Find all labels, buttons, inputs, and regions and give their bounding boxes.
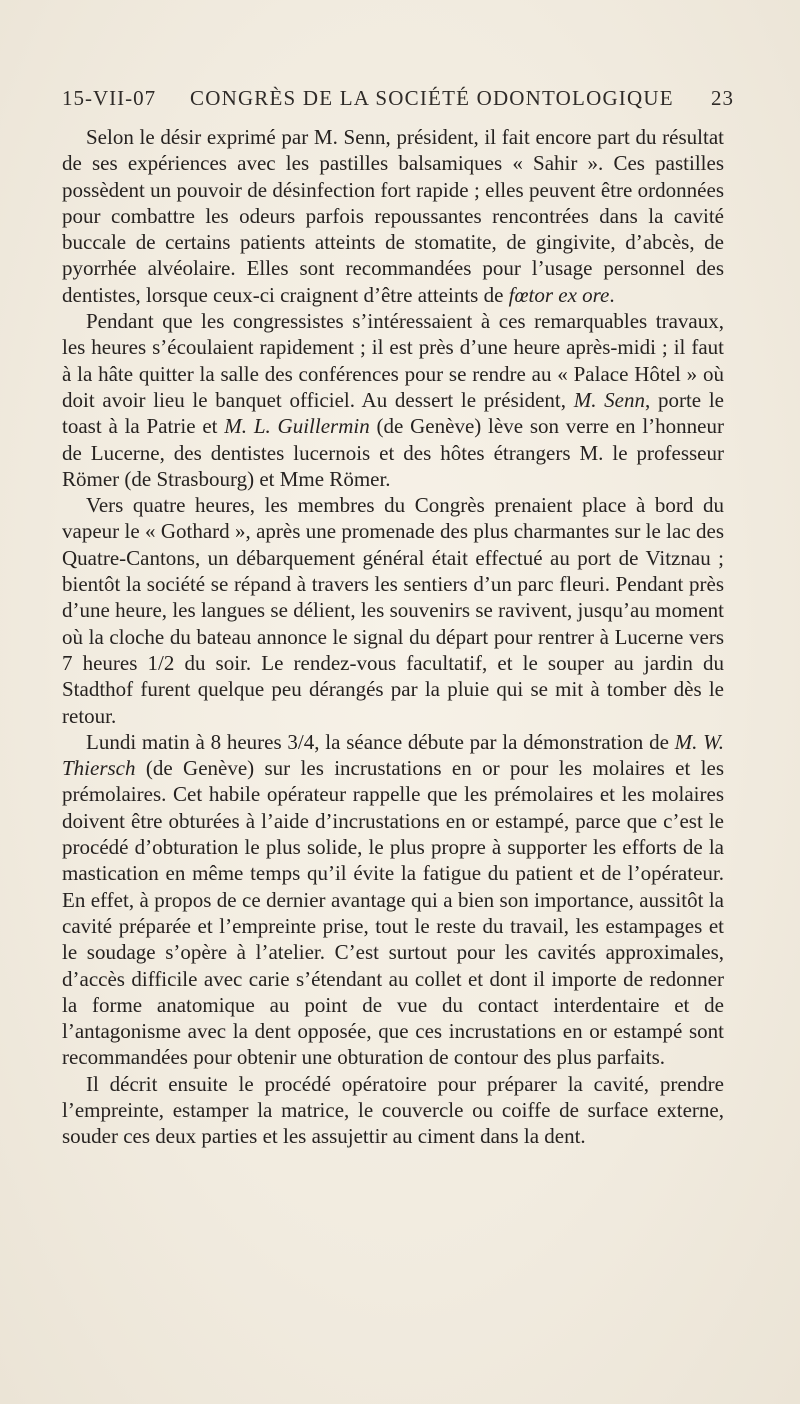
running-title: CONGRÈS DE LA SOCIÉTÉ ODONTOLOGIQUE — [190, 86, 674, 110]
running-header — [62, 86, 738, 116]
text-run: Pendant que les congressistes s’intéressaient à ces remarquables travaux, les heures s’écoulaient rapidement ; il est près d’une heure après-midi ; il faut à la hâte quitter la salle des conférences pour se rendre au « Palace Hôtel » où doit avoir lieu le banquet officiel. Au dessert le président, — [62, 309, 724, 412]
text-run: Selon le désir exprimé par M. Senn, président, il fait encore part du résultat de ses expériences avec les pastilles balsamiques « Sahir ». Ces pastilles possèdent un pouvoir de désinfection fort rapide ; elles peuvent être ordonnées pour combattre les odeurs parfois repoussantes rencontrées dans la cavité buccale de certains patients atteints de stomatite, de gingivite, d’abcès, de pyorrhée alvéolaire. Elles sont recommandées pour l’usage personnel des dentistes, lorsque ceux-ci craignent d’être atteints de — [62, 125, 724, 307]
paragraph — [62, 124, 724, 308]
text-run: Il décrit ensuite le procédé opératoire pour préparer la cavité, prendre l’empreinte, estamper la matrice, le couvercle ou coiffe de surface externe, souder ces deux parties et les assujettir au ciment dans la dent. — [62, 1071, 724, 1149]
body-text — [62, 124, 724, 1150]
text-run: (de Genève) lève son verre en l’honneur de Lucerne, des dentistes lucernois et des hôtes étrangers M. le professeur Römer (de Strasbourg) et Mme Römer. — [62, 414, 724, 491]
italic-text: M. W. Thiersch — [62, 729, 724, 781]
paragraph — [62, 729, 724, 1071]
text-run: , porte le toast à la Patrie et — [62, 387, 724, 439]
italic-text: M. L. Guillermin — [224, 414, 370, 439]
text-run: . — [609, 282, 615, 307]
page-number: 23 — [711, 86, 734, 110]
text-run: Vers quatre heures, les membres du Congrès prenaient place à bord du vapeur le « Gothard », après une promenade des plus charmantes sur le lac des Quatre-Cantons, un débarquement général était effectué au port de Vitznau ; bientôt la société se répand à travers les sentiers d’un parc fleuri. Pendant près d’une heure, les langues se délient, les souvenirs se ravivent, jusqu’au moment où la cloche du bateau annonce le signal du départ pour rentrer à Lucerne vers 7 heures 1/2 du soir. Le rendez-vous facultatif, et le souper au jardin du Stadthof furent quelque peu dérangés par la pluie qui se mit à tomber dès le retour. — [62, 493, 724, 728]
paragraph — [62, 1071, 724, 1150]
text-run: Lundi matin à 8 heures 3/4, la séance débute par la démonstration de — [86, 729, 675, 754]
text-run: (de Genève) sur les incrustations en or pour les molaires et les prémolaires. Cet habile opérateur rappelle que les prémolaires et les molaires doivent être obturées à l’aide d’incrustations en or estampé, parce que c’est le procédé d’obturation le plus solide, le plus propre à supporter les efforts de la mastication en même temps qu’il évite la fatigue du patient et de l’opérateur. En effet, à propos de ce dernier avantage qui a bien son importance, aussitôt la cavité préparée et l’empreinte prise, tout le reste du travail, les estampages et le soudage s’opère à l’atelier. C’est surtout pour les cavités approximales, d’accès difficile avec carie s’étendant au collet et dont il importe de redonner la forme anatomique au point de vue du contact interdentaire et de l’antagonisme avec la dent opposée, que ces incrustations en or estampé sont recommandées pour obtenir une obturation de contour des plus parfaits. — [62, 756, 724, 1070]
paragraph — [62, 492, 724, 729]
paragraph — [62, 308, 724, 492]
italic-text: fœtor ex ore — [508, 282, 610, 307]
header-date: 15-VII-07 — [62, 86, 157, 110]
italic-text: M. Senn — [573, 387, 646, 412]
